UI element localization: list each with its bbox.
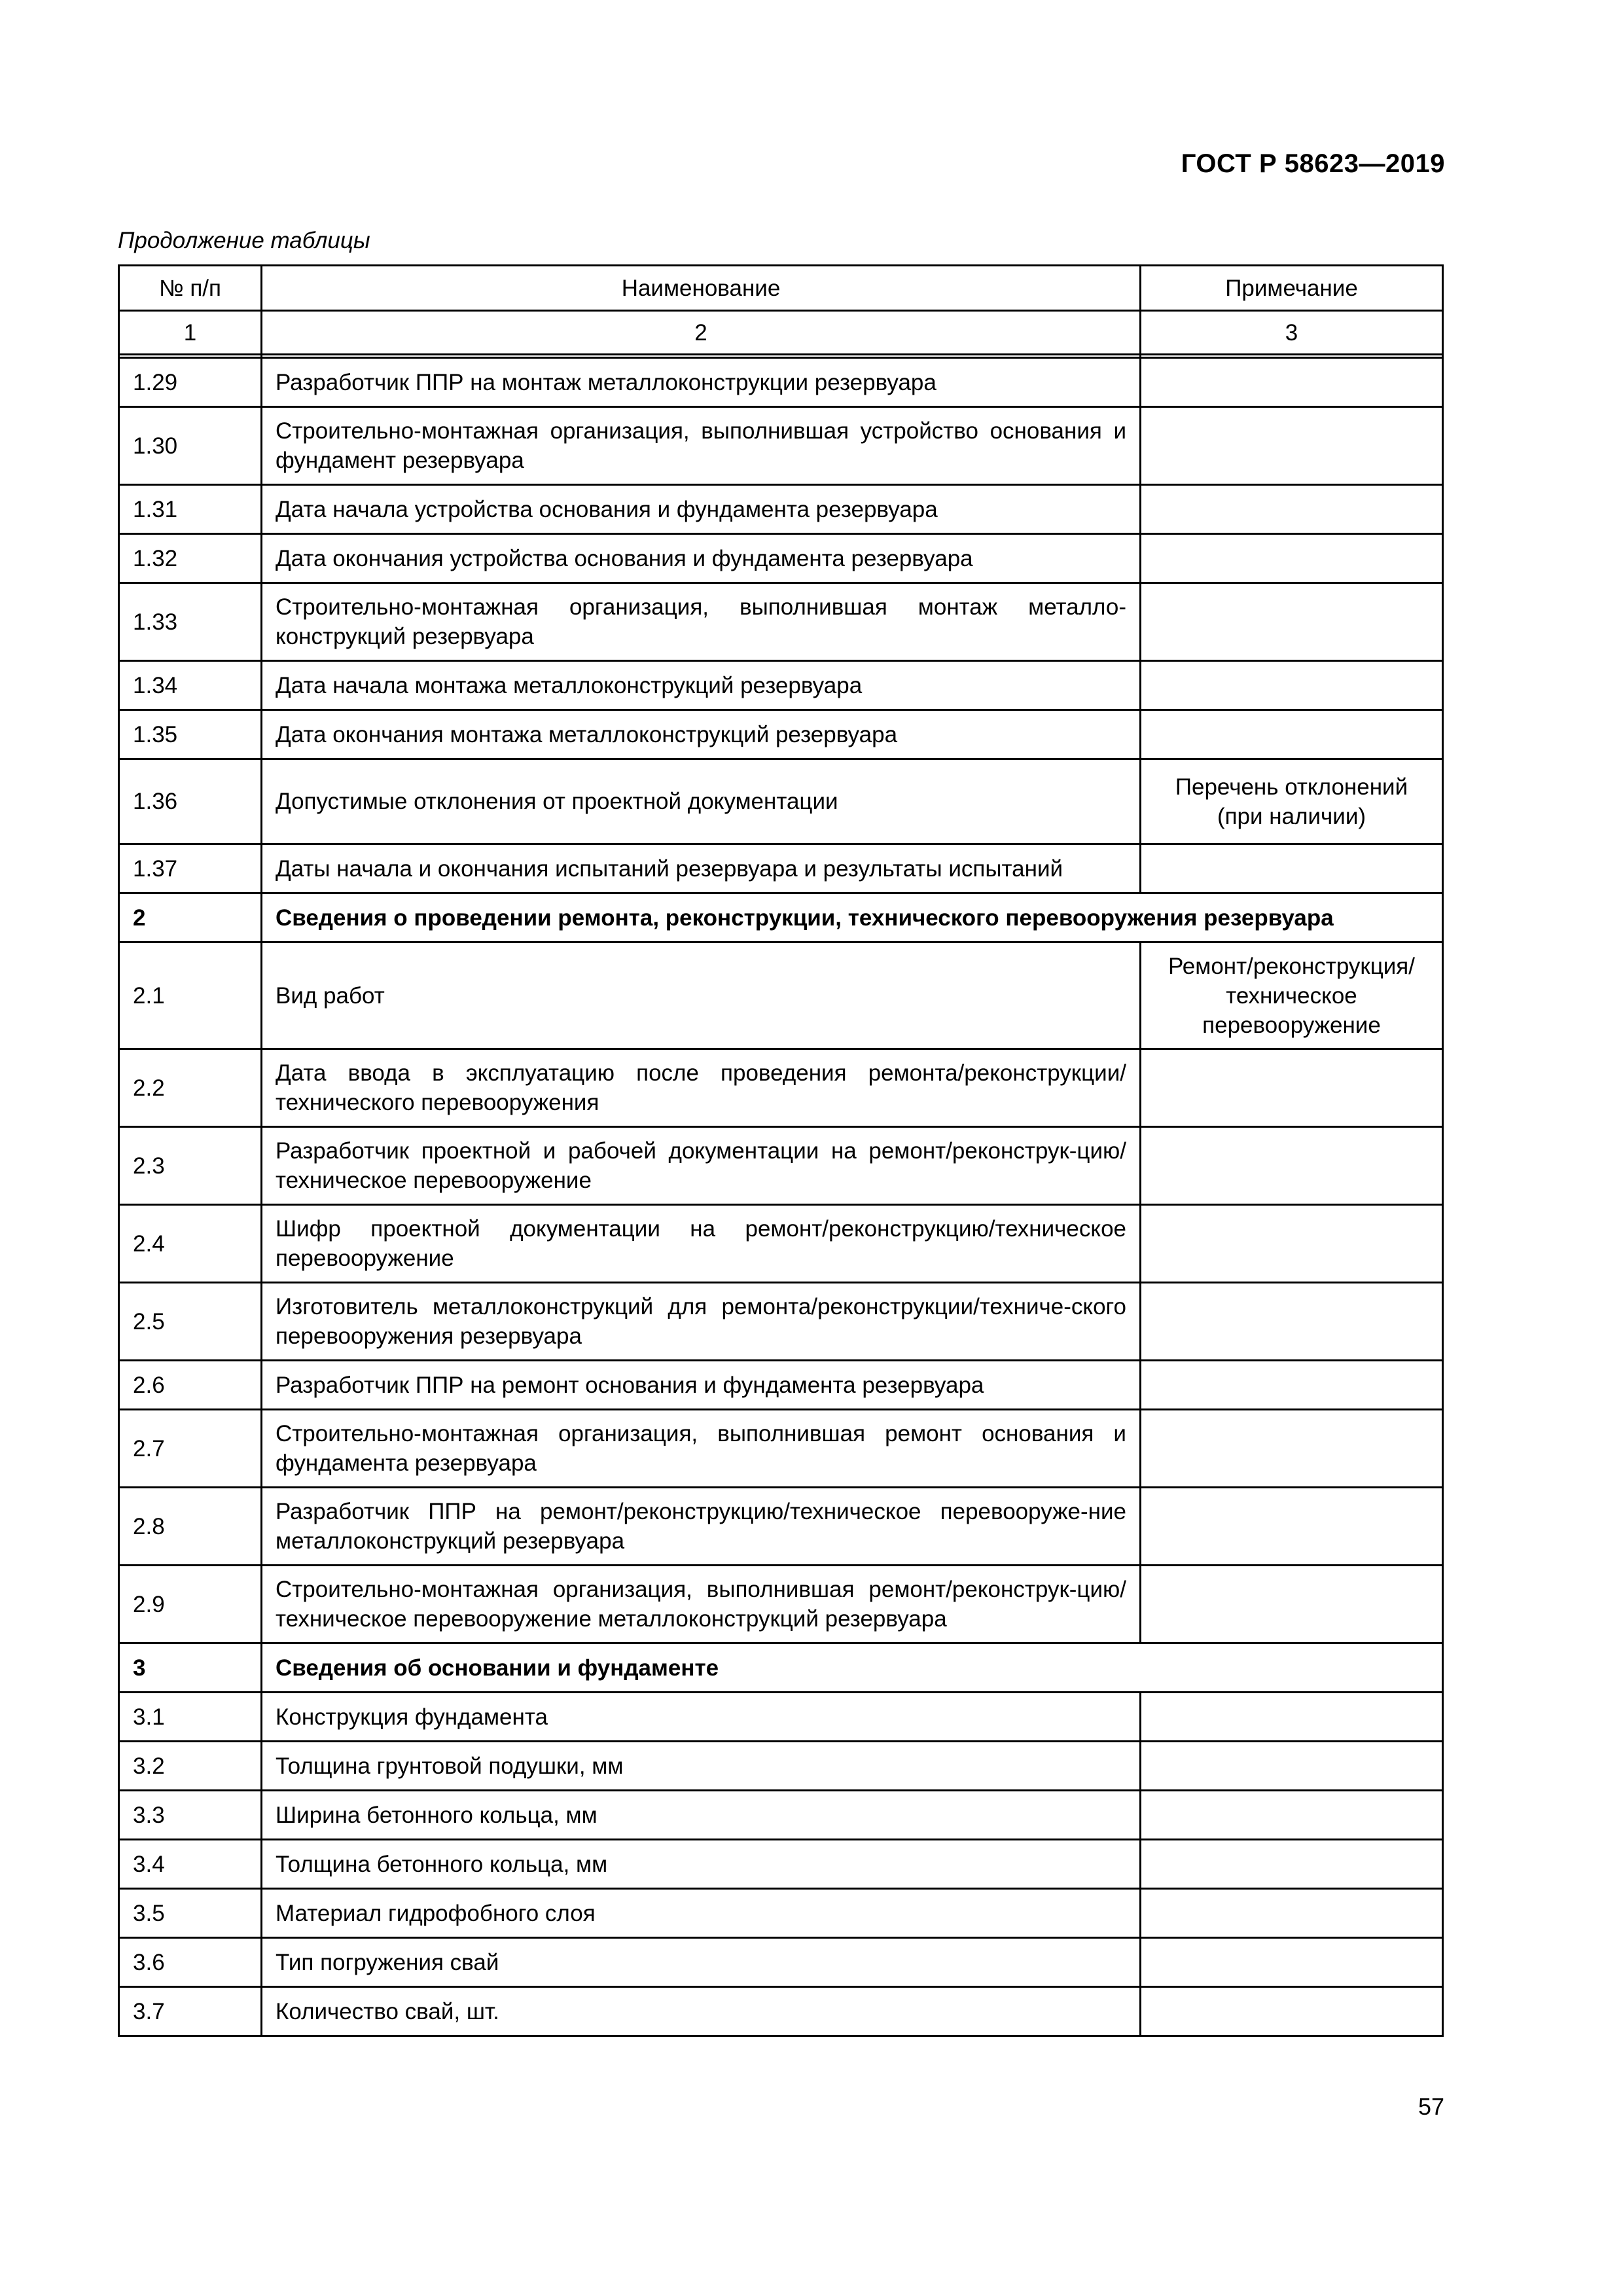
row-note (1141, 1742, 1443, 1791)
row-number: 3.6 (119, 1938, 262, 1987)
row-note (1141, 710, 1443, 759)
row-number: 3.3 (119, 1791, 262, 1840)
table-row (119, 1488, 1443, 1566)
row-number: 2.1 (119, 942, 262, 1049)
row-number: 3.7 (119, 1987, 262, 2036)
row-note (1141, 1361, 1443, 1410)
row-note (1141, 1127, 1443, 1205)
row-number: 1.30 (119, 407, 262, 485)
row-note (1141, 1889, 1443, 1938)
row-name: Толщина бетонного кольца, мм (262, 1840, 1141, 1889)
table-row (119, 1566, 1443, 1643)
table-row (119, 942, 1443, 1049)
row-number: 1.32 (119, 534, 262, 583)
row-name: Тип погружения свай (262, 1938, 1141, 1987)
table-row (119, 1791, 1443, 1840)
row-note (1141, 534, 1443, 583)
column-number-3: 3 (1141, 311, 1443, 355)
column-number-2: 2 (262, 311, 1141, 355)
row-note (1141, 661, 1443, 710)
section-row (119, 1643, 1443, 1693)
row-name: Толщина грунтовой подушки, мм (262, 1742, 1141, 1791)
row-name: Дата начала устройства основания и фундамента резервуара (262, 485, 1141, 534)
row-note: Перечень отклонений (при наличии) (1141, 759, 1443, 844)
row-number: 1.36 (119, 759, 262, 844)
row-number: 2.6 (119, 1361, 262, 1410)
section-title: Сведения о проведении ремонта, реконструкции, технического перевооружения резервуара (262, 893, 1443, 942)
row-name: Шифр проектной документации на ремонт/реконструкцию/техническое перевооружение (262, 1205, 1141, 1283)
row-number: 3.5 (119, 1889, 262, 1938)
section-number: 3 (119, 1643, 262, 1693)
row-name: Дата ввода в эксплуатацию после проведения ремонта/реконструкции/ технического перевооружения (262, 1049, 1141, 1127)
row-note (1141, 1693, 1443, 1742)
row-name: Разработчик проектной и рабочей документации на ремонт/реконструк-цию/техническое перевооружение (262, 1127, 1141, 1205)
row-note (1141, 1840, 1443, 1889)
row-number: 1.37 (119, 844, 262, 893)
row-number: 2.7 (119, 1410, 262, 1488)
row-name: Изготовитель металлоконструкций для ремонта/реконструкции/техниче-ского перевооружения резервуара (262, 1283, 1141, 1361)
table-row (119, 844, 1443, 893)
row-note (1141, 1049, 1443, 1127)
row-note (1141, 1566, 1443, 1643)
column-header-name: Наименование (262, 266, 1141, 311)
row-name: Строительно-монтажная организация, выполнившая ремонт/реконструк-цию/техническое перевооружение металлоконструкций резервуара (262, 1566, 1141, 1643)
row-number: 2.8 (119, 1488, 262, 1566)
row-number: 1.33 (119, 583, 262, 661)
row-name: Строительно-монтажная организация, выполнившая ремонт основания и фундамента резервуара (262, 1410, 1141, 1488)
row-name: Строительно-монтажная организация, выполнившая монтаж металло-конструкций резервуара (262, 583, 1141, 661)
table-row (119, 710, 1443, 759)
row-number: 2.3 (119, 1127, 262, 1205)
row-name: Строительно-монтажная организация, выполнившая устройство основания и фундамент резервуара (262, 407, 1141, 485)
row-name: Дата начала монтажа металлоконструкций резервуара (262, 661, 1141, 710)
row-name: Разработчик ППР на ремонт основания и фундамента резервуара (262, 1361, 1141, 1410)
table-row (119, 1410, 1443, 1488)
table-row (119, 1361, 1443, 1410)
section-number: 2 (119, 893, 262, 942)
row-note (1141, 1938, 1443, 1987)
row-number: 1.35 (119, 710, 262, 759)
row-number: 2.2 (119, 1049, 262, 1127)
row-note (1141, 1791, 1443, 1840)
table-row (119, 407, 1443, 485)
row-name: Конструкция фундамента (262, 1693, 1141, 1742)
table-row (119, 534, 1443, 583)
table-caption: Продолжение таблицы (118, 228, 370, 253)
table-header-row (119, 266, 1443, 311)
table-row (119, 485, 1443, 534)
row-note (1141, 583, 1443, 661)
row-note (1141, 1987, 1443, 2036)
table-row (119, 1840, 1443, 1889)
table-row (119, 1742, 1443, 1791)
row-name: Даты начала и окончания испытаний резервуара и результаты испытаний (262, 844, 1141, 893)
row-note (1141, 1488, 1443, 1566)
table-row (119, 1283, 1443, 1361)
data-table (118, 264, 1444, 2037)
column-header-note: Примечание (1141, 266, 1443, 311)
row-number: 1.34 (119, 661, 262, 710)
table-row (119, 759, 1443, 844)
row-note (1141, 1410, 1443, 1488)
table-row (119, 1127, 1443, 1205)
row-name: Ширина бетонного кольца, мм (262, 1791, 1141, 1840)
row-name: Дата окончания устройства основания и фундамента резервуара (262, 534, 1141, 583)
table-row (119, 661, 1443, 710)
row-number: 1.29 (119, 358, 262, 407)
table-row (119, 1205, 1443, 1283)
row-name: Количество свай, шт. (262, 1987, 1141, 2036)
table-row (119, 583, 1443, 661)
row-note (1141, 844, 1443, 893)
row-number: 2.4 (119, 1205, 262, 1283)
column-number-1: 1 (119, 311, 262, 355)
table-row (119, 1987, 1443, 2036)
row-note (1141, 407, 1443, 485)
row-number: 2.5 (119, 1283, 262, 1361)
row-note (1141, 1205, 1443, 1283)
row-number: 3.4 (119, 1840, 262, 1889)
row-number: 3.2 (119, 1742, 262, 1791)
row-name: Дата окончания монтажа металлоконструкций резервуара (262, 710, 1141, 759)
row-number: 1.31 (119, 485, 262, 534)
row-note (1141, 358, 1443, 407)
row-name: Вид работ (262, 942, 1141, 1049)
row-note (1141, 1283, 1443, 1361)
row-number: 2.9 (119, 1566, 262, 1643)
section-title: Сведения об основании и фундаменте (262, 1643, 1443, 1693)
table-row (119, 1889, 1443, 1938)
row-name: Разработчик ППР на ремонт/реконструкцию/техническое перевооруже-ние металлоконструкций резервуара (262, 1488, 1141, 1566)
row-name: Допустимые отклонения от проектной документации (262, 759, 1141, 844)
section-row (119, 893, 1443, 942)
table-row (119, 1693, 1443, 1742)
row-name: Материал гидрофобного слоя (262, 1889, 1141, 1938)
column-header-number: № п/п (119, 266, 262, 311)
row-note (1141, 485, 1443, 534)
row-number: 3.1 (119, 1693, 262, 1742)
page-number: 57 (1418, 2093, 1445, 2120)
row-note: Ремонт/реконструкция/ техническое перевооружение (1141, 942, 1443, 1049)
table-row (119, 358, 1443, 407)
document-code: ГОСТ Р 58623—2019 (1181, 149, 1445, 178)
table-row (119, 1938, 1443, 1987)
column-numbers-row (119, 311, 1443, 355)
row-name: Разработчик ППР на монтаж металлоконструкции резервуара (262, 358, 1141, 407)
table-row (119, 1049, 1443, 1127)
